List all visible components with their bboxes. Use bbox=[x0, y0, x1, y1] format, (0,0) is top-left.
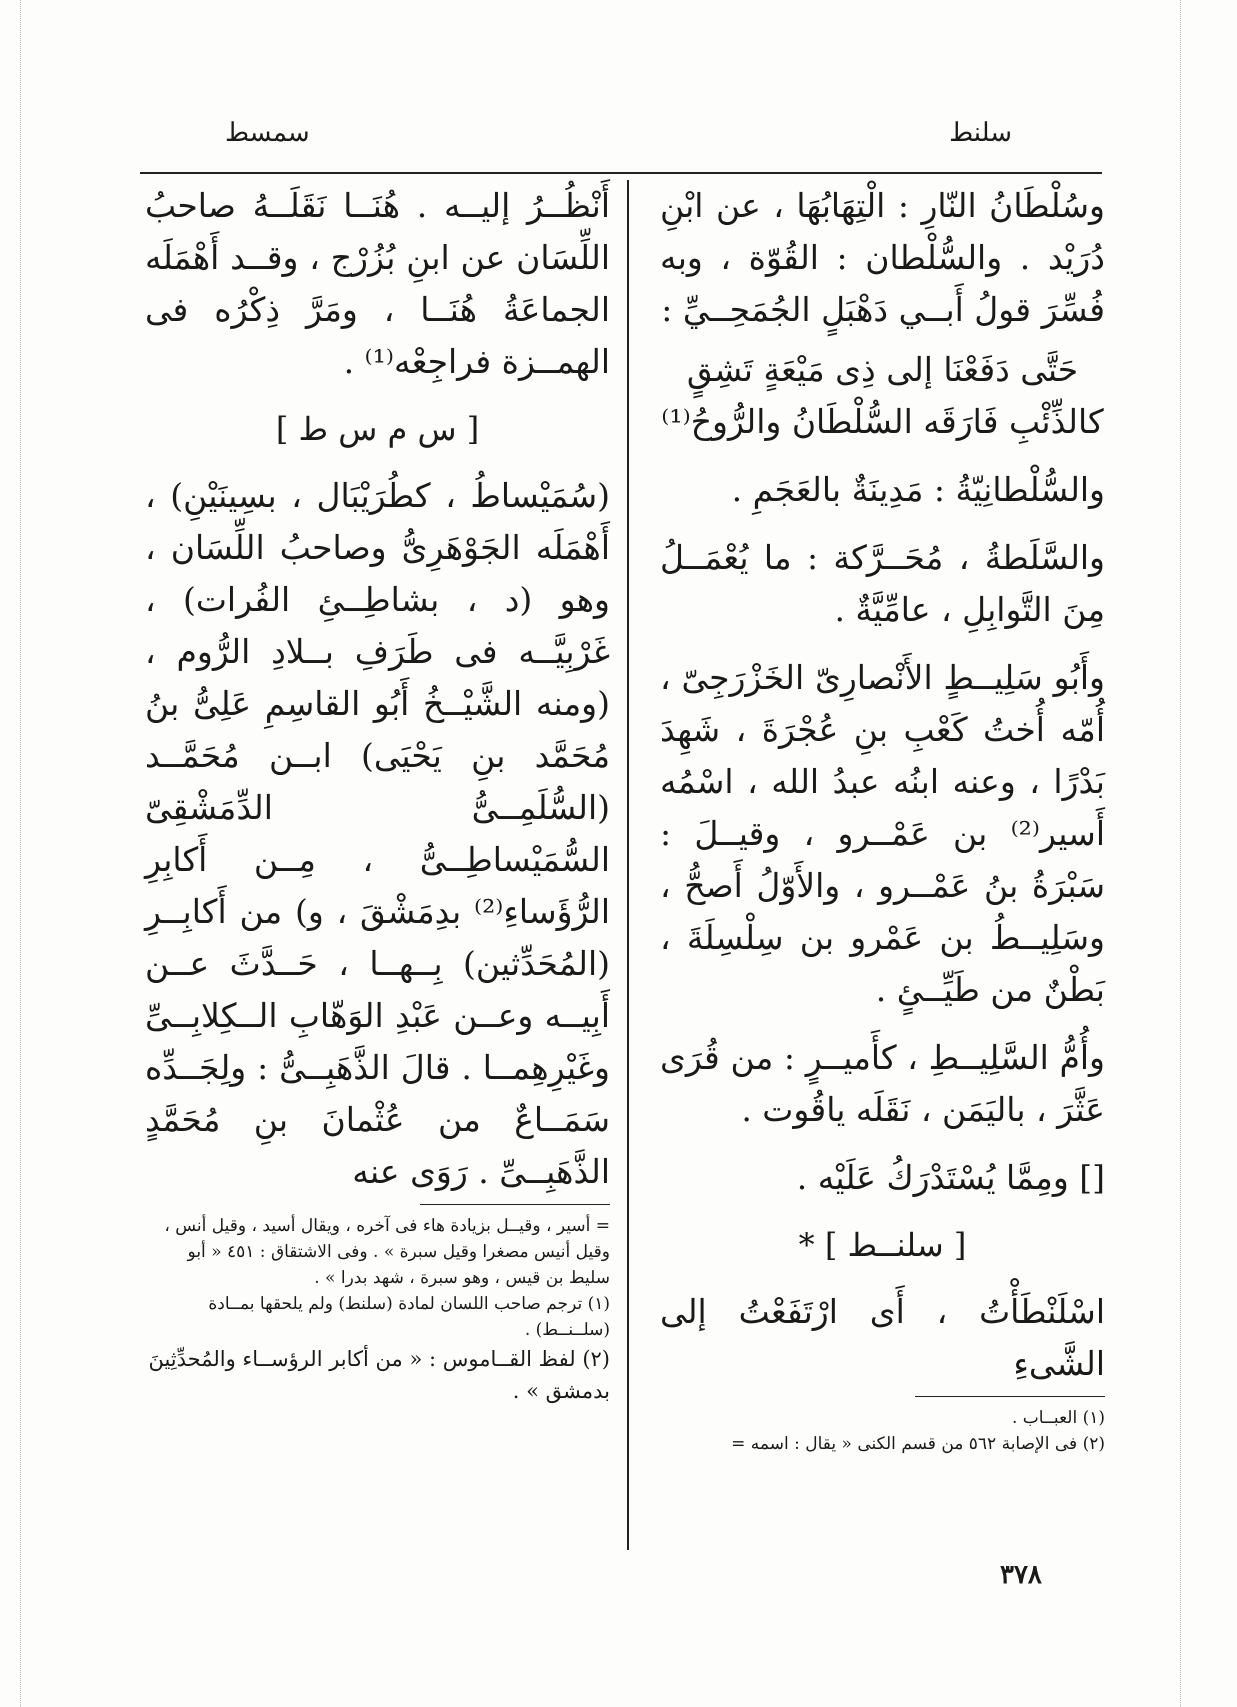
footnote-rule bbox=[420, 1204, 610, 1205]
entry-paragraph: والسَّلَطةُ ، مُحَــرَّكة : ما يُعْمَــلُ مِنَ التَّوابِلِ ، عامِّيَّةٌ . bbox=[660, 538, 1105, 629]
entry-paragraph: اسْلَنْطَأْتُ ، أَى ارْتَفَعْتُ إلى الشَّىءِ bbox=[660, 1292, 1105, 1383]
entry-paragraph: والسُّلْطانِيّةُ : مَدِينَةٌ بالعَجَمِ . bbox=[731, 470, 1105, 509]
entry-paragraph: وسُلْطَانُ النّارِ : الْتِهَابُهَا ، عن ابْنِ دُرَيْد . والسُّلْطان : القُوّة ، وبه فُسِّرَ قولُ أَبــي دَهْبَلٍ الجُمَحِــيِّ : bbox=[660, 186, 1105, 329]
header-right-word: سلنط bbox=[949, 118, 1012, 148]
scan-margin-line bbox=[20, 0, 21, 1707]
footnote: (٢) فى الإصابة ٥٦٢ من قسم الكنى « يقال : اسمه = bbox=[731, 1434, 1105, 1454]
scan-margin-line bbox=[1180, 0, 1181, 1707]
entry-heading: [ سلنــط ] * bbox=[798, 1226, 967, 1264]
footnote: (١) العبــاب . bbox=[1011, 1408, 1105, 1428]
footnote-rule bbox=[915, 1396, 1105, 1397]
right-column bbox=[660, 180, 1105, 1457]
footnote: = أسير ، وقيــل بزيادة هاء فى آخره ، ويقال أسيد ، وقيل أنس ، وقيل أنيس مصغرا وقيل سبرة » . وفى الاشتقاق : ٤٥١ « أبو سليط بن قيس ، وهو سبرة ، شهد بدرا » . bbox=[164, 1216, 610, 1288]
entry-heading: [ س م س ط ] bbox=[275, 410, 480, 448]
entry-paragraph: (سُمَيْساطُ ، كطُرَيْبَال ، بسِينَيْنِ) ، أَهْمَلَه الجَوْهَرِىُّ وصاحبُ اللِّسَان ، وهو (د ، بشاطِــئِ الفُرات) ، غَرْبِيَّــه فى طَرَفِ بــلادِ الرُّوم ، (ومنه الشَّيْــخُ أَبُو القاسِمِ عَلِىُّ بنُ مُحَمَّد بنِ يَحْيَى) ابــن مُحَمَّــد (السُّلَمِــىُّ الدِّمَشْقِىّ السُّمَيْساطِــىُّ ، مِــن أَكابِرِ الرُّؤَساءِ⁽²⁾ بدِمَشْقَ ، و) من أَكابِــرِ (المُحَدِّثين) بِــهــا ، حَــدَّثَ عــن أَبِيــه وعــن عَبْدِ الوَهّابِ الــكِلابِــىِّ وغَيْرِهِمــا . قالَ الذَّهَبِــىُّ : ولِجَــدِّه سَمَــاعٌ من عُثْمانَ بنِ مُحَمَّدٍ الذَّهَبِــىِّ . رَوَى عنه bbox=[145, 476, 610, 1191]
page-number: ٣٧٨ bbox=[1000, 1560, 1042, 1590]
header-rule bbox=[140, 172, 1102, 174]
header-left-word: سمسط bbox=[225, 118, 310, 148]
entry-paragraph: وأَبُو سَلِيــطٍ الأَنْصارِىّ الخَزْرَجِىّ ، أُمّه أُختُ كَعْبِ بنِ عُجْرَةَ ، شَهِدَ بَدْرًا ، وعنه ابنُه عبدُ الله ، اسْمُه أَسير⁽²⁾ بن عَمْــرو ، وقيــلَ : سَبْرَةُ بنُ عَمْــرو ، والأَوّلُ أَصحُّ ، وسَلِيــطُ بن عَمْرو بن سِلْسِلَةَ ، بَطْنٌ من طَيِّــئٍ . bbox=[660, 658, 1105, 1009]
footnote: (٢) لفظ القــاموس : « من أكابر الرؤســاء والمُحدِّثِينَ بدمشق » . bbox=[148, 1347, 610, 1403]
addendum-marker: [] ومِمَّا يُسْتَدْرَكُ عَلَيْه . bbox=[796, 1158, 1105, 1197]
left-column bbox=[145, 180, 610, 1407]
verse-line: كالذِّئْبِ فَارَقَه السُّلْطَانُ والرُّوحُ⁽¹⁾ bbox=[661, 402, 1104, 441]
running-header bbox=[140, 118, 1102, 158]
column-divider bbox=[627, 180, 629, 1550]
entry-paragraph: وأُمُّ السَّلِيــطِ ، كأَميــرٍ : من قُرَى عَثَّرَ ، باليَمَن ، نَقَلَه ياقُوت . bbox=[660, 1038, 1105, 1129]
entry-paragraph: أَنْظُــرُ إليــه . هُنَــا نَقَلَــهُ صاحبُ اللِّسَان عن ابنِ بُزُرْج ، وقــد أَهْمَلَه الجماعَةُ هُنَــا ، ومَرَّ ذِكْرُه فى الهمــزة فراجِعْه⁽¹⁾ . bbox=[145, 186, 610, 381]
verse-line: حَتَّى دَفَعْنَا إلى ذِى مَيْعَةٍ تَشِقٍ bbox=[686, 350, 1079, 389]
footnote: (١) ترجم صاحب اللسان لمادة (سلنط) ولم يلحقها بمــادة (سلــنــط) . bbox=[208, 1294, 610, 1340]
